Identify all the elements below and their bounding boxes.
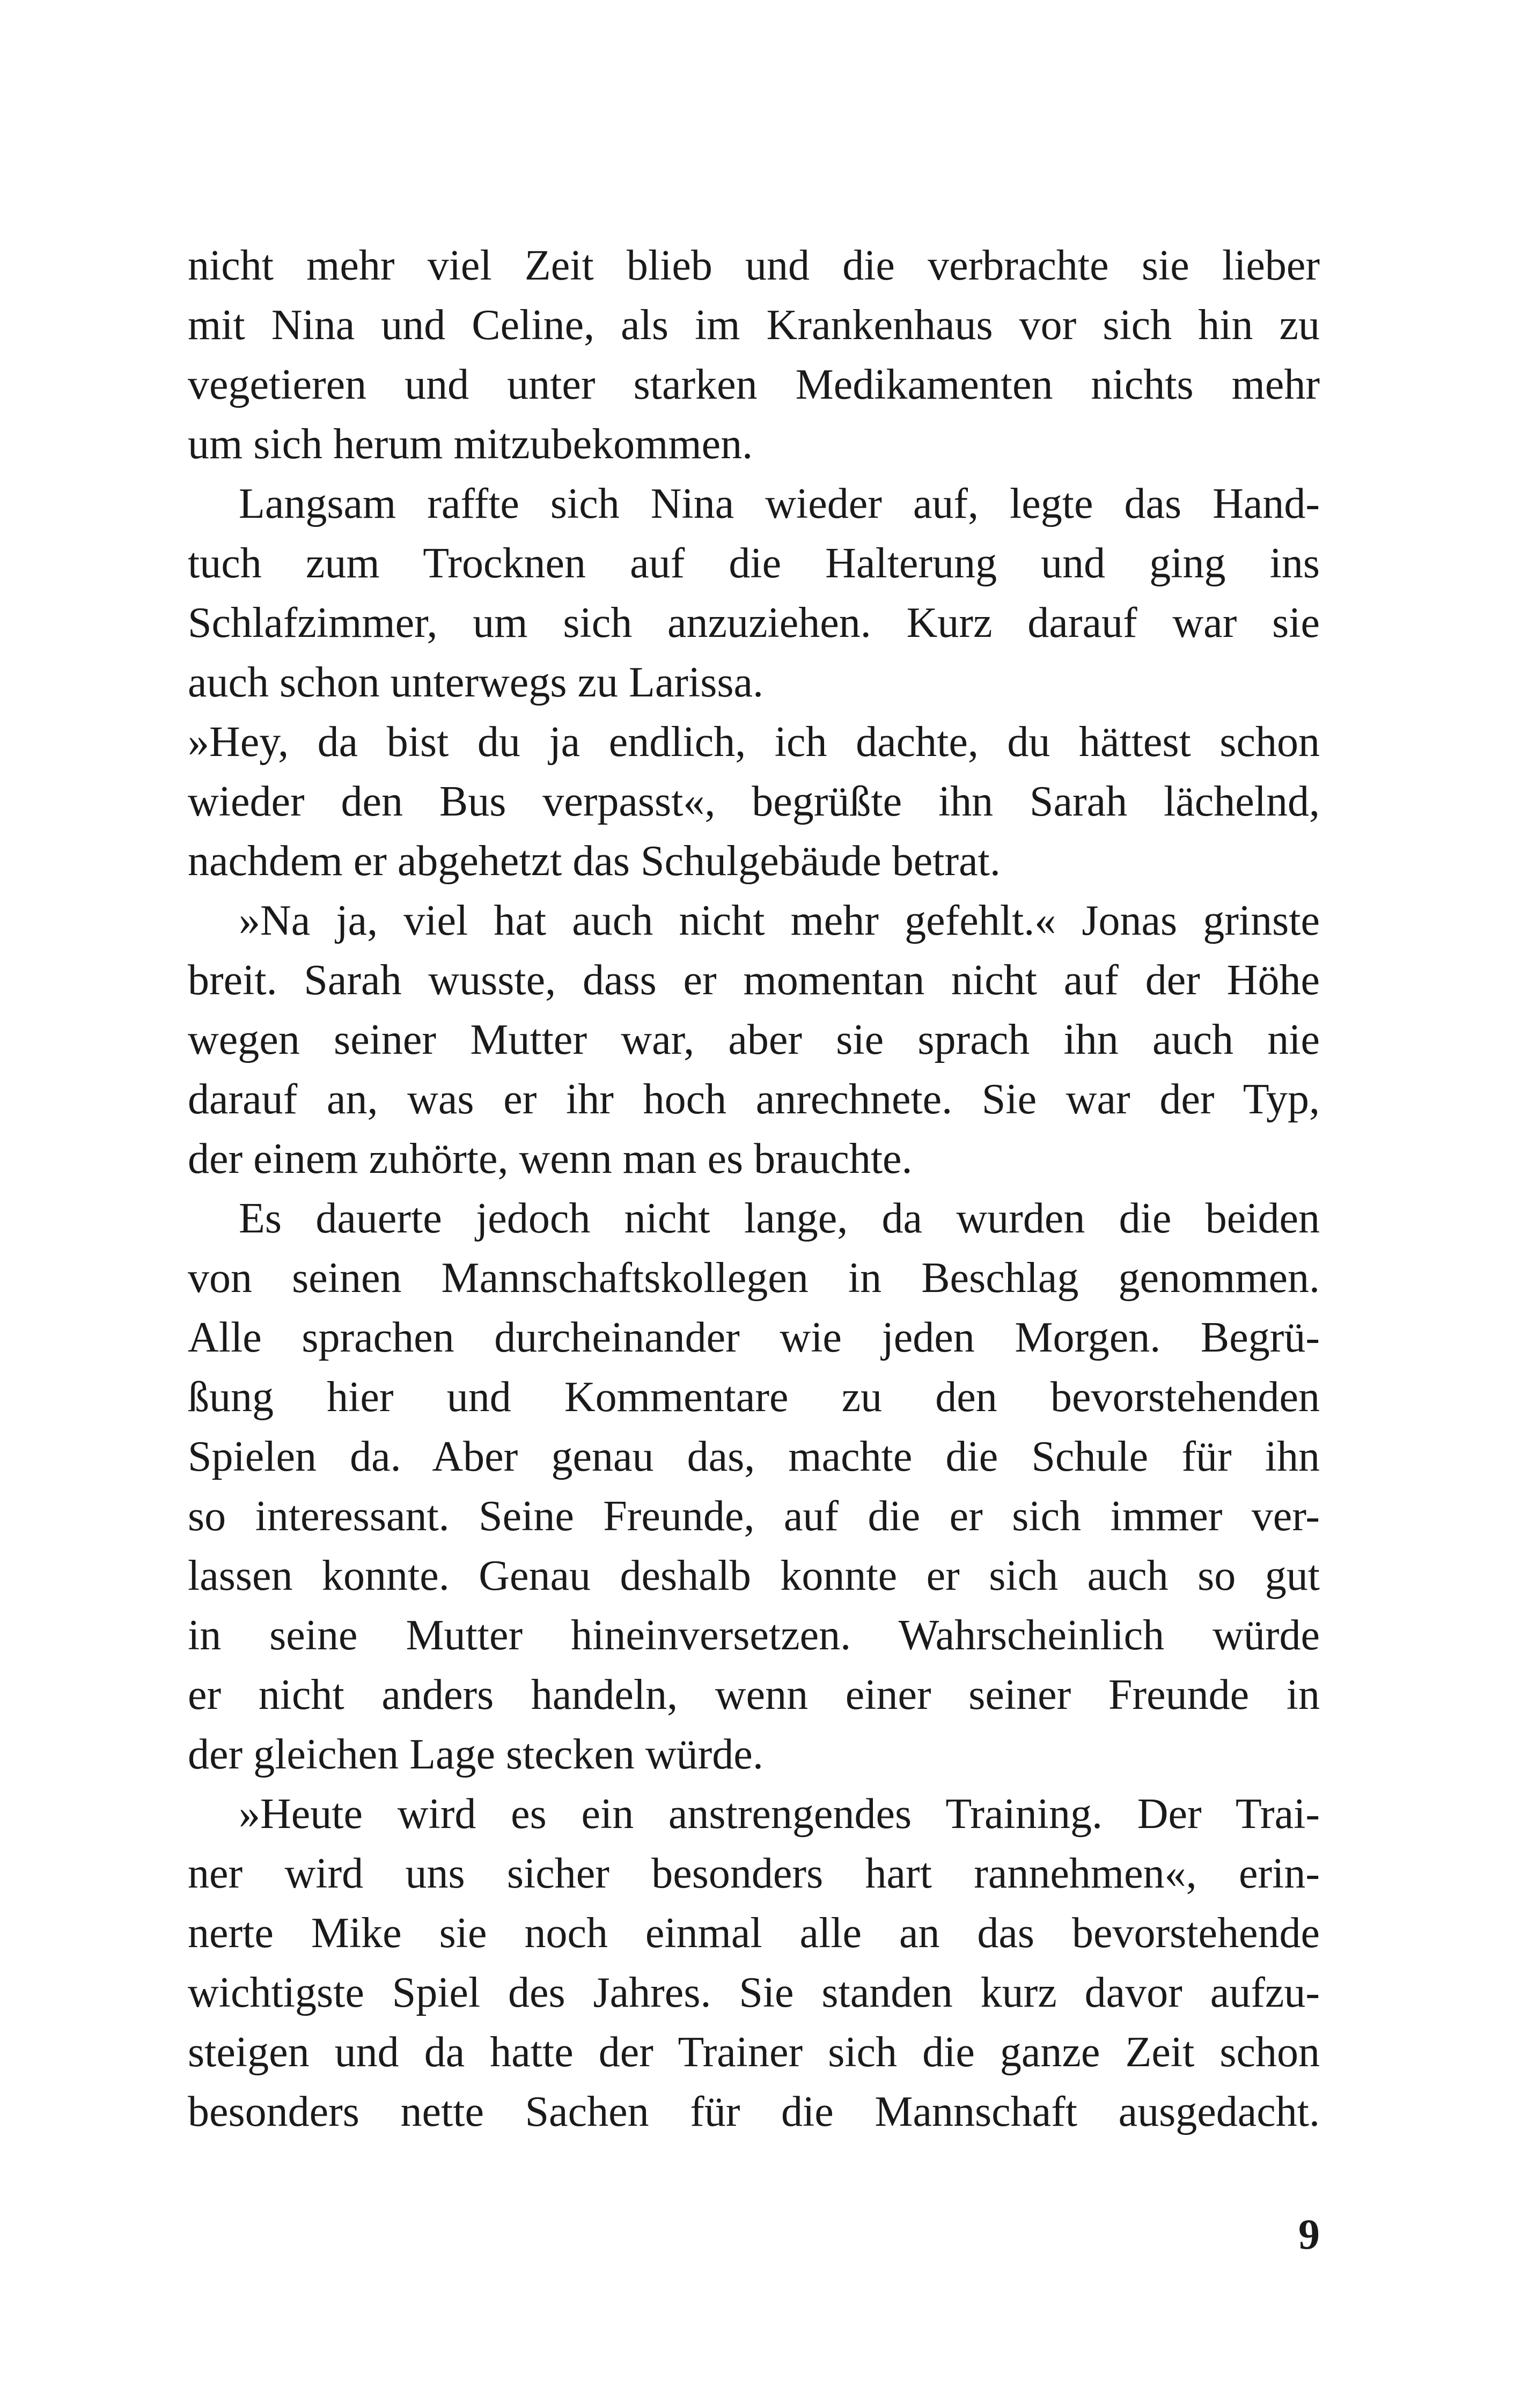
body-text bbox=[188, 236, 1320, 2142]
text-line: mit Nina und Celine, als im Krankenhaus vor sich hin zu bbox=[188, 302, 1320, 349]
text-line: Langsam raffte sich Nina wieder auf, legte das Hand- bbox=[239, 480, 1320, 527]
text-line: ner wird uns sicher besonders hart rannehmen«, erin- bbox=[188, 1850, 1320, 1897]
text-line: ßung hier und Kommentare zu den bevorstehenden bbox=[188, 1374, 1320, 1421]
text-line: steigen und da hatte der Trainer sich die ganze Zeit schon bbox=[188, 2029, 1320, 2076]
text-line: »Na ja, viel hat auch nicht mehr gefehlt.« Jonas grinste bbox=[239, 897, 1320, 944]
text-line: besonders nette Sachen für die Mannschaft ausgedacht. bbox=[188, 2088, 1320, 2135]
text-line: der einem zuhörte, wenn man es brauchte. bbox=[188, 1135, 913, 1183]
text-line: tuch zum Trocknen auf die Halterung und ging ins bbox=[188, 540, 1320, 587]
text-line: nerte Mike sie noch einmal alle an das bevorstehende bbox=[188, 1910, 1320, 1957]
page-number: 9 bbox=[1298, 2211, 1320, 2258]
text-line: lassen konnte. Genau deshalb konnte er sich auch so gut bbox=[188, 1552, 1320, 1599]
text-line: Spielen da. Aber genau das, machte die Schule für ihn bbox=[188, 1433, 1320, 1480]
text-line: Es dauerte jedoch nicht lange, da wurden die beiden bbox=[239, 1195, 1320, 1242]
text-line: der gleichen Lage stecken würde. bbox=[188, 1731, 763, 1778]
text-line: er nicht anders handeln, wenn einer seiner Freunde in bbox=[188, 1671, 1320, 1719]
text-line: nicht mehr viel Zeit blieb und die verbrachte sie lieber bbox=[188, 242, 1320, 289]
text-line: wegen seiner Mutter war, aber sie sprach ihn auch nie bbox=[188, 1016, 1320, 1063]
text-line: in seine Mutter hineinversetzen. Wahrscheinlich würde bbox=[188, 1612, 1320, 1659]
text-line: darauf an, was er ihr hoch anrechnete. Sie war der Typ, bbox=[188, 1076, 1320, 1123]
text-line: wieder den Bus verpasst«, begrüßte ihn Sarah lächelnd, bbox=[188, 778, 1320, 825]
text-line: nachdem er abgehetzt das Schulgebäude betrat. bbox=[188, 838, 1001, 885]
text-line: vegetieren und unter starken Medikamenten nichts mehr bbox=[188, 361, 1320, 408]
text-line: Alle sprachen durcheinander wie jeden Morgen. Begrü- bbox=[188, 1314, 1320, 1361]
text-line: von seinen Mannschaftskollegen in Beschlag genommen. bbox=[188, 1254, 1320, 1302]
text-line: um sich herum mitzubekommen. bbox=[188, 421, 753, 468]
text-line: auch schon unterwegs zu Larissa. bbox=[188, 659, 763, 706]
text-line: Schlafzimmer, um sich anzuziehen. Kurz darauf war sie bbox=[188, 599, 1320, 647]
text-line: breit. Sarah wusste, dass er momentan nicht auf der Höhe bbox=[188, 957, 1320, 1004]
text-line: »Heute wird es ein anstrengendes Training. Der Trai- bbox=[239, 1790, 1320, 1838]
text-line: »Hey, da bist du ja endlich, ich dachte, du hättest schon bbox=[188, 718, 1320, 766]
text-line: so interessant. Seine Freunde, auf die er sich immer ver- bbox=[188, 1493, 1320, 1540]
text-line: wichtigste Spiel des Jahres. Sie standen kurz davor aufzu- bbox=[188, 1969, 1320, 2016]
